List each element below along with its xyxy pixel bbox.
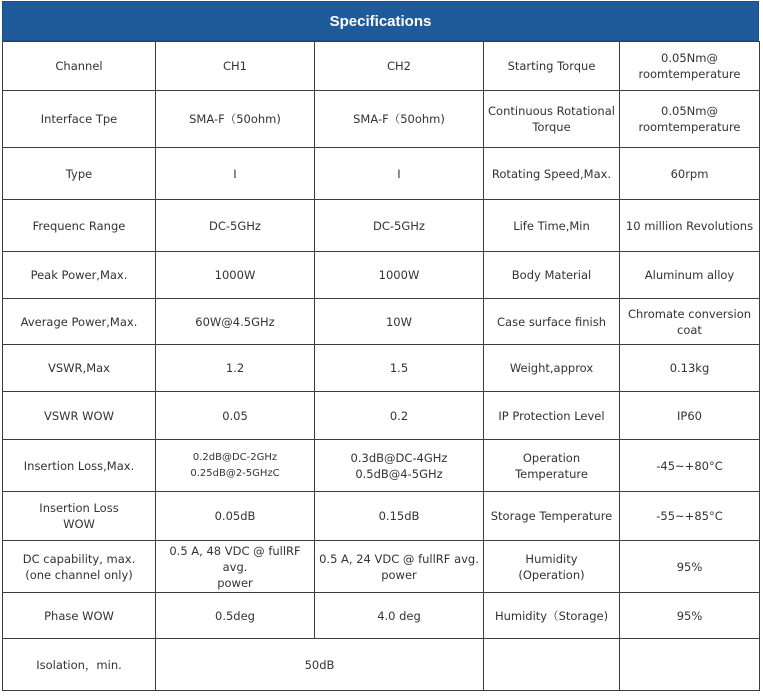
property-value (620, 252, 760, 299)
table-row (3, 392, 760, 440)
table-row (3, 42, 760, 91)
cell-text: VSWR WOW (44, 408, 114, 423)
cell-text: Starting Torque (507, 59, 596, 73)
cell-text: I (397, 166, 401, 181)
cell-text: Average Power,Max. (20, 314, 138, 329)
cell-text: DC capability, max. (22, 551, 136, 566)
spec-table (2, 41, 760, 691)
cell-text: Peak Power,Max. (30, 268, 128, 282)
cell-text: 0.13kg (669, 361, 710, 375)
isolation-value: 50dB (156, 639, 484, 691)
ch2-value (315, 42, 484, 91)
row-label (3, 252, 156, 299)
property-value (620, 541, 760, 593)
cell-text: Continuous Rotational (488, 104, 615, 118)
cell-text: coat (677, 322, 702, 337)
row-label (3, 492, 156, 541)
cell-text: VSWR,Max (48, 361, 110, 375)
cell-text: 0.05Nm@ (661, 51, 718, 65)
property-label (484, 200, 620, 252)
row-label: Isolation，min. (3, 639, 156, 691)
ch1-value (156, 492, 315, 541)
table-row (3, 345, 760, 392)
cell-text: I (233, 166, 237, 181)
cell-text: (Operation) (518, 567, 585, 582)
cell-text: -45~+80°C (656, 458, 723, 473)
row-label (3, 91, 156, 148)
property-label (484, 91, 620, 148)
table-row (3, 541, 760, 593)
property-label (484, 392, 620, 440)
spec-table-body (3, 42, 760, 639)
cell-text: 0.05Nm@ (661, 104, 718, 118)
cell-text: 1.5 (389, 361, 409, 375)
cell-text: 0.5deg (215, 608, 255, 623)
table-row (3, 593, 760, 639)
cell-text: 60rpm (670, 166, 709, 181)
cell-text: SMA-F（50ohm) (189, 112, 281, 126)
cell-text: power (381, 567, 417, 582)
ch2-value (315, 200, 484, 252)
cell-text: DC-5GHz (209, 218, 261, 233)
property-label (484, 593, 620, 639)
cell-text: Operation Temperature (515, 450, 588, 481)
cell-text: WOW (63, 517, 95, 531)
cell-text: 10 million Revolutions (625, 218, 754, 233)
property-label (484, 492, 620, 541)
cell-text: Frequenc Range (32, 218, 126, 233)
cell-text: Insertion Loss,Max. (23, 458, 135, 473)
cell-text: Type (65, 166, 93, 181)
ch1-value (156, 200, 315, 252)
cell-text: Insertion Loss (39, 501, 119, 515)
ch1-value (156, 345, 315, 392)
ch2-value (315, 148, 484, 200)
cell-text: Aluminum alloy (644, 268, 735, 282)
property-value (620, 593, 760, 639)
table-row (3, 492, 760, 541)
property-value (620, 492, 760, 541)
cell-text: Humidity（Storage) (494, 608, 609, 623)
cell-text: 0.2 (389, 408, 409, 423)
table-row (3, 299, 760, 345)
ch1-value (156, 392, 315, 440)
ch2-value (315, 593, 484, 639)
property-value (620, 42, 760, 91)
table-row (3, 200, 760, 252)
cell-text: 1000W (378, 268, 420, 282)
empty-cell (620, 639, 760, 691)
cell-text: 0.5 A, 48 VDC @ fullRF avg. (169, 543, 301, 574)
property-value (620, 392, 760, 440)
cell-text: Rotating Speed,Max. (491, 166, 612, 181)
property-label (484, 148, 620, 200)
cell-text: 0.05 (222, 408, 248, 423)
ch1-value (156, 593, 315, 639)
cell-text: Phase WOW (44, 608, 114, 623)
spec-sheet (2, 1, 759, 691)
row-label (3, 299, 156, 345)
cell-text: Life Time,Min (513, 218, 590, 233)
row-label (3, 440, 156, 492)
cell-text: Body Material (511, 268, 592, 282)
cell-text: 95% (676, 559, 703, 574)
cell-text: (one channel only) (25, 567, 133, 582)
empty-cell (484, 639, 620, 691)
cell-text: 1000W (214, 268, 256, 282)
property-value (620, 299, 760, 345)
cell-text: Humidity (525, 551, 578, 566)
row-label (3, 541, 156, 593)
ch2-value (315, 392, 484, 440)
property-label (484, 541, 620, 593)
table-row (3, 639, 760, 691)
ch2-value (315, 91, 484, 148)
ch2-value (315, 252, 484, 299)
cell-text: IP Protection Level (498, 408, 605, 423)
property-label (484, 42, 620, 91)
cell-text: 0.5dB@4-5GHz (355, 466, 443, 481)
table-row (3, 252, 760, 299)
property-value (620, 91, 760, 148)
table-row (3, 148, 760, 200)
cell-text: CH2 (387, 59, 411, 73)
table-title: Specifications (2, 1, 759, 41)
ch1-value (156, 299, 315, 345)
ch2-value (315, 299, 484, 345)
cell-text: roomtemperature (638, 120, 741, 134)
ch1-value (156, 91, 315, 148)
row-label (3, 200, 156, 252)
ch2-value (315, 492, 484, 541)
table-row (3, 91, 760, 148)
cell-text: Torque (532, 120, 571, 134)
cell-text: 0.3dB@DC-4GHz (350, 450, 448, 465)
property-value (620, 148, 760, 200)
cell-text: Case surface finish (497, 314, 606, 329)
cell-text: Interface Tpe (40, 112, 118, 126)
cell-text: SMA-F（50ohm) (353, 112, 445, 126)
property-label (484, 440, 620, 492)
property-value (620, 200, 760, 252)
cell-text: 0.15dB (378, 509, 420, 523)
ch1-value (156, 440, 315, 492)
row-label (3, 148, 156, 200)
cell-text: -55~+85°C (656, 509, 723, 523)
cell-text: 1.2 (225, 361, 245, 375)
cell-text: 0.25dB@2-5GHzC (190, 467, 280, 479)
cell-text: 60W@4.5GHz (195, 314, 275, 329)
cell-text: 10W (385, 314, 412, 329)
cell-text: power (217, 575, 253, 590)
ch2-value (315, 440, 484, 492)
property-label (484, 252, 620, 299)
cell-text: Storage Temperature (490, 509, 613, 523)
cell-text: 4.0 deg (377, 608, 421, 623)
property-label (484, 299, 620, 345)
ch1-value (156, 541, 315, 593)
cell-text: Channel (55, 59, 103, 73)
cell-text: 0.2dB@DC-2GHz (192, 451, 278, 463)
property-label (484, 345, 620, 392)
row-label (3, 42, 156, 91)
cell-text: roomtemperature (638, 67, 741, 81)
cell-text: 95% (676, 608, 703, 623)
cell-text: 0.05dB (214, 509, 256, 523)
cell-text: CH1 (223, 59, 247, 73)
row-label (3, 593, 156, 639)
ch2-value (315, 541, 484, 593)
cell-text: DC-5GHz (373, 218, 425, 233)
cell-text: 0.5 A, 24 VDC @ fullRF avg. (319, 551, 479, 566)
cell-text: Weight,approx (509, 361, 594, 375)
table-row (3, 440, 760, 492)
row-label (3, 392, 156, 440)
ch2-value (315, 345, 484, 392)
ch1-value (156, 42, 315, 91)
row-label (3, 345, 156, 392)
property-value (620, 345, 760, 392)
ch1-value (156, 252, 315, 299)
property-value (620, 440, 760, 492)
cell-text: IP60 (677, 408, 702, 423)
ch1-value (156, 148, 315, 200)
cell-text: Chromate conversion (627, 306, 752, 321)
